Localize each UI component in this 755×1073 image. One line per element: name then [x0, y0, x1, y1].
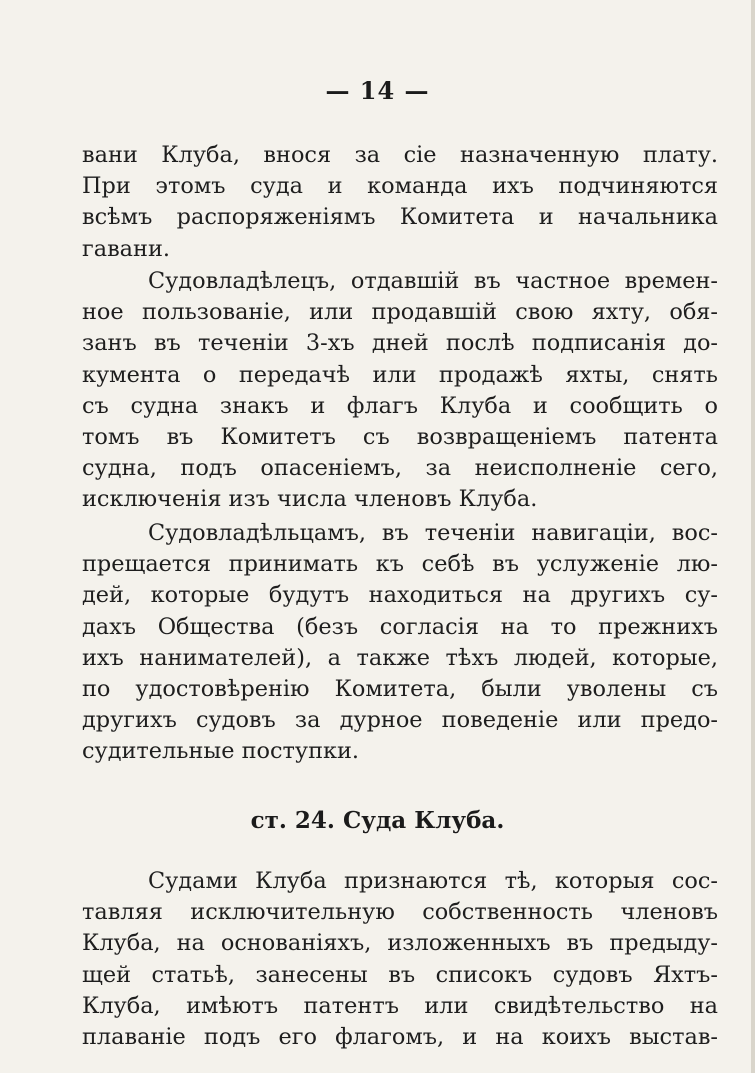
- paragraph-club-vessels: [82, 866, 718, 1053]
- text-line: щей статьѣ, занесены въ списокъ судовъ Яхтъ-: [82, 961, 718, 988]
- text-line: При этомъ суда и команда ихъ подчиняются: [82, 173, 718, 200]
- text-line: дей, которые будутъ находиться на другихъ су-: [82, 582, 718, 609]
- text-line: другихъ судовъ за дурное поведеніе или предо-: [82, 707, 718, 734]
- text-line: занъ въ теченіи 3-хъ дней послѣ подписанія до-: [82, 330, 718, 357]
- page-edge-shadow: [751, 0, 755, 1073]
- text-line: томъ въ Комитетъ съ возвращеніемъ патента: [82, 423, 718, 450]
- text-line: по удостовѣренію Комитета, были уволены съ: [82, 675, 718, 702]
- text-line: прещается принимать къ себѣ въ услуженіе лю-: [82, 551, 718, 578]
- text-line: дахъ Общества (безъ согласія на то прежнихъ: [82, 613, 718, 640]
- text-line: судительные поступки.: [82, 738, 360, 765]
- text-line: ное пользованіе, или продавшій свою яхту, обя-: [82, 299, 718, 326]
- section-heading: ст. 24. Суда Клуба.: [250, 807, 505, 834]
- paragraph-continuation: [82, 140, 718, 265]
- text-line: Клуба, на основаніяхъ, изложенныхъ въ предыду-: [82, 930, 718, 957]
- page-number: — 14 —: [325, 76, 430, 105]
- text-line: гавани.: [82, 235, 170, 262]
- text-line: тавляя исключительную собственность членовъ: [82, 899, 718, 926]
- text-line: плаваніе подъ его флагомъ, и на коихъ выстав-: [82, 1023, 718, 1050]
- paragraph-hiring-rules: [82, 518, 718, 768]
- text-line: судна, подъ опасеніемъ, за неисполненіе сего,: [82, 455, 718, 482]
- text-line: Судовладѣльцамъ, въ теченіи навигаціи, вос-: [148, 520, 718, 546]
- text-line: Судовладѣлецъ, отдавшій въ частное времен-: [148, 268, 718, 294]
- text-line: всѣмъ распоряженіямъ Комитета и начальника: [82, 204, 718, 231]
- text-line: Судами Клуба признаются тѣ, которыя сос-: [148, 868, 718, 894]
- text-line: Клуба, имѣютъ патентъ или свидѣтельство на: [82, 992, 718, 1019]
- text-line: ихъ нанимателей), а также тѣхъ людей, которые,: [82, 644, 718, 671]
- text-line: кумента о передачѣ или продажѣ яхты, снять: [82, 361, 718, 388]
- text-line: исключенія изъ числа членовъ Клуба.: [82, 486, 538, 513]
- text-line: вани Клуба, внося за сіе назначенную плату.: [82, 142, 718, 168]
- text-line: съ судна знакъ и флагъ Клуба и сообщить о: [82, 392, 718, 419]
- paragraph-owner-transfer: [82, 266, 718, 516]
